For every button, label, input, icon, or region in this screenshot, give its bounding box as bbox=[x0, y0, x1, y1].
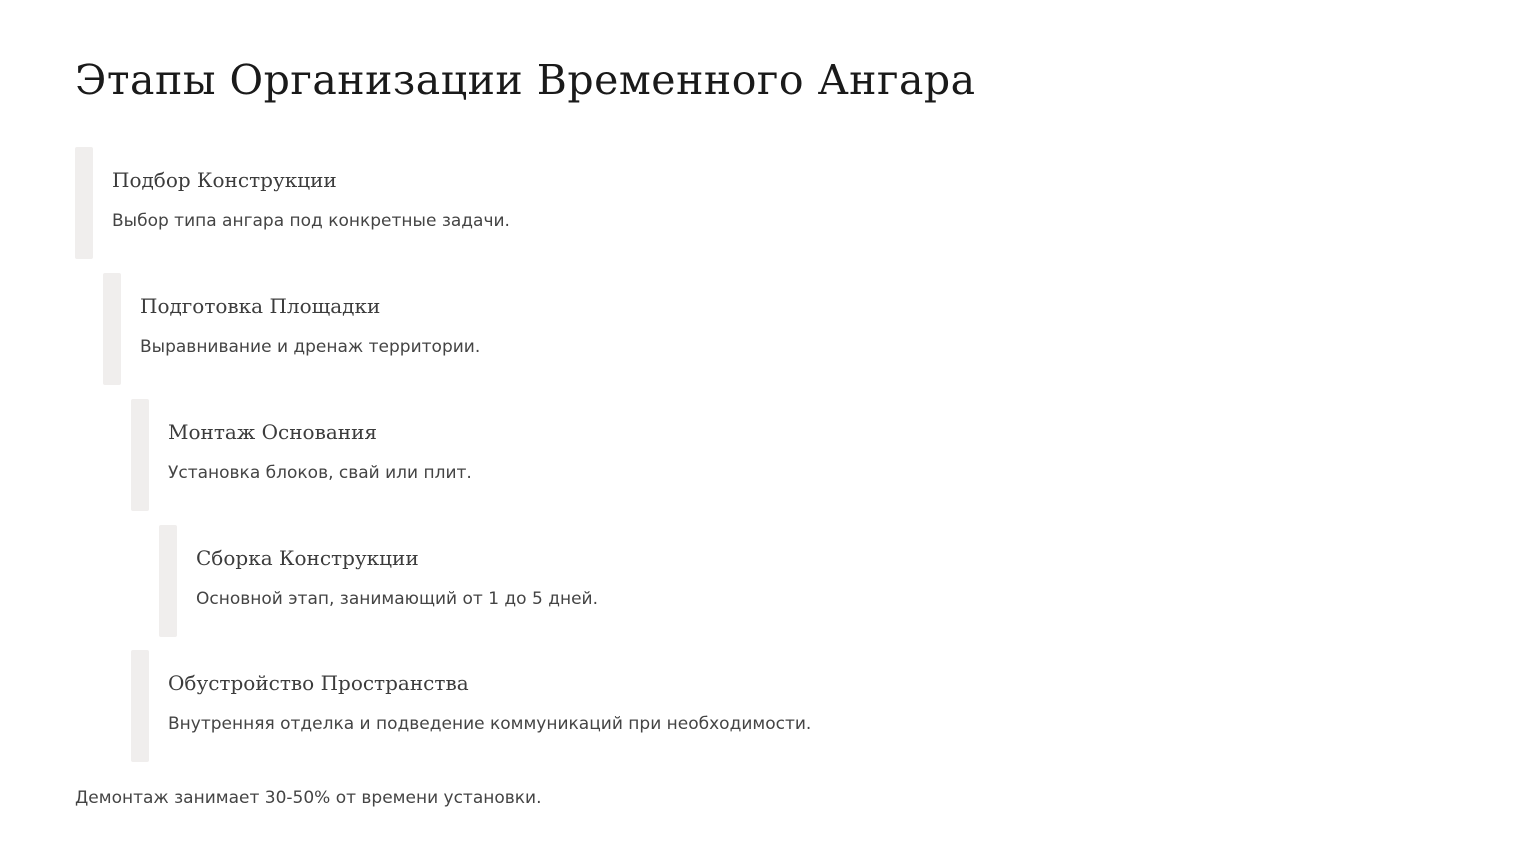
step-title: Подбор Конструкции bbox=[112, 168, 337, 192]
step-bar bbox=[159, 525, 177, 637]
step-title: Подготовка Площадки bbox=[140, 294, 381, 318]
page-title: Этапы Организации Временного Ангара bbox=[75, 56, 976, 104]
step-bar bbox=[103, 273, 121, 385]
step-title: Обустройство Пространства bbox=[168, 671, 469, 695]
step-description: Основной этап, занимающий от 1 до 5 дней. bbox=[196, 589, 598, 609]
step-description: Выравнивание и дренаж территории. bbox=[140, 337, 481, 357]
step-description: Выбор типа ангара под конкретные задачи. bbox=[112, 211, 510, 231]
step-description: Внутренняя отделка и подведение коммуникаций при необходимости. bbox=[168, 714, 812, 734]
step-bar bbox=[75, 147, 93, 259]
step-5 bbox=[131, 650, 1031, 762]
footnote: Демонтаж занимает 30-50% от времени установки. bbox=[75, 788, 542, 808]
step-4 bbox=[159, 525, 1059, 637]
step-3 bbox=[131, 399, 1031, 511]
step-bar bbox=[131, 650, 149, 762]
step-bar bbox=[131, 399, 149, 511]
step-2 bbox=[103, 273, 1003, 385]
step-title: Монтаж Основания bbox=[168, 420, 378, 444]
step-title: Сборка Конструкции bbox=[196, 546, 419, 570]
step-1 bbox=[75, 147, 975, 259]
step-description: Установка блоков, свай или плит. bbox=[168, 463, 472, 483]
